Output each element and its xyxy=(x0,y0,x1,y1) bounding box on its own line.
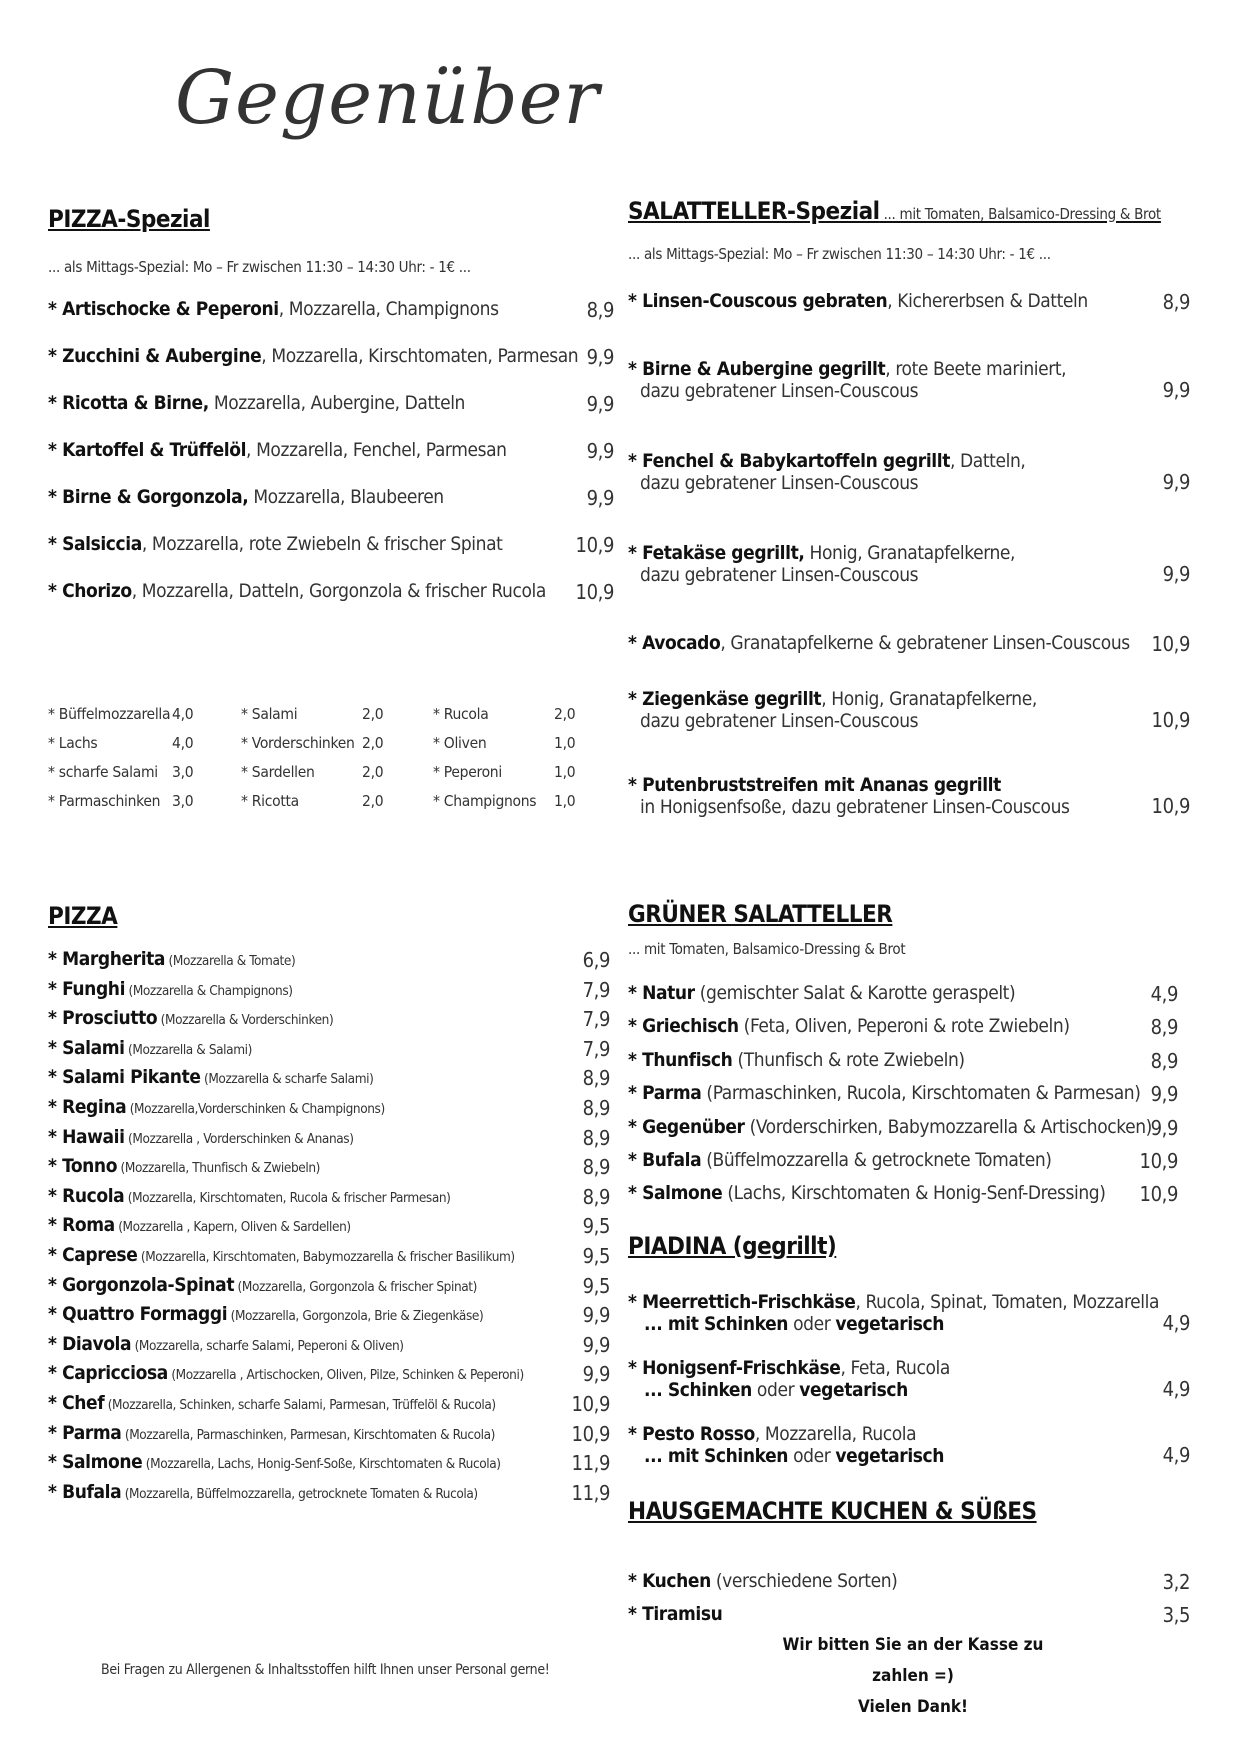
item-name: * Birne & Gorgonzola, xyxy=(48,486,249,508)
item-description: (Mozzarella , Kapern, Oliven & Sardellen) xyxy=(114,1219,351,1236)
item-description: (Mozzarella, Schinken, scharfe Salami, Parmesan, Trüffelöl & Rucola) xyxy=(104,1397,496,1413)
menu-item xyxy=(48,948,610,970)
menu-item xyxy=(48,1451,610,1476)
item-description: , Mozzarella, Fenchel, Parmesan xyxy=(246,439,507,461)
item-name: * Zucchini & Aubergine xyxy=(48,345,262,367)
item-description: , Kichererbsen & Datteln xyxy=(887,290,1088,312)
item-name: * Ziegenkäse gegrillt xyxy=(628,688,822,710)
item-name: * Prosciutto xyxy=(48,1007,158,1030)
item-name: * Funghi xyxy=(48,977,126,1000)
item-name: * Fetakäse gegrillt, xyxy=(628,542,805,564)
item-name: * Griechisch xyxy=(628,1015,739,1038)
item-description: , Datteln, xyxy=(949,450,1026,472)
menu-item xyxy=(628,632,1190,654)
item-name: * Chorizo xyxy=(48,580,132,602)
extra-price: 3,0 xyxy=(172,763,194,781)
menu-item xyxy=(628,1291,1190,1335)
extra-item xyxy=(241,734,384,752)
item-name: * Hawaii xyxy=(48,1125,125,1148)
thanks-line-2: Vielen Dank! xyxy=(857,1697,969,1717)
item-price: 9,9 xyxy=(586,345,614,369)
salat-spezial-title xyxy=(628,197,1161,225)
piadina-title: PIADINA (gegrillt) xyxy=(628,1232,837,1260)
item-name: * Salmone xyxy=(48,1451,143,1474)
item-price: 10,9 xyxy=(1139,1182,1178,1207)
allergen-note: Bei Fragen zu Allergenen & Inhaltsstoffen hilft Ihnen unser Personal gerne! xyxy=(101,1662,550,1678)
menu-item xyxy=(48,1481,610,1503)
item-description: , Mozzarella, rote Zwiebeln & frischer Spinat xyxy=(141,533,503,555)
extra-item xyxy=(433,734,576,752)
item-price: 8,9 xyxy=(582,1184,610,1209)
item-name: * Meerrettich-Frischkäse xyxy=(628,1291,856,1313)
item-description: (Mozzarella, scharfe Salami, Peperoni & Oliven) xyxy=(131,1337,404,1354)
item-price: 9,9 xyxy=(1150,1115,1178,1140)
menu-item xyxy=(48,1214,610,1239)
item-name: * Parma xyxy=(628,1082,702,1105)
item-name: * Quattro Formaggi xyxy=(48,1303,228,1326)
extra-item xyxy=(48,734,194,752)
menu-item xyxy=(628,1182,1178,1207)
item-description: Mozzarella, Blaubeeren xyxy=(248,486,444,508)
extra-name: * scharfe Salami xyxy=(48,763,158,781)
item-price: 8,9 xyxy=(586,298,614,322)
option-or: oder xyxy=(751,1379,800,1401)
item-description: Honig, Granatapfelkerne, xyxy=(804,542,1016,564)
gruener-salat-note: ... mit Tomaten, Balsamico-Dressing & Brot xyxy=(628,940,906,958)
menu-item xyxy=(628,450,1190,494)
menu-item xyxy=(628,1423,1190,1467)
thanks-line-1: Wir bitten Sie an der Kasse zu zahlen =) xyxy=(782,1635,1044,1686)
extra-name: * Vorderschinken xyxy=(241,734,355,752)
item-name: * Artischocke & Peperoni xyxy=(48,298,279,320)
menu-item xyxy=(48,1333,610,1355)
item-description: (Lachs, Kirschtomaten & Honig-Senf-Dressing) xyxy=(722,1182,1106,1205)
menu-item xyxy=(628,688,1190,732)
item-name: * Kuchen xyxy=(628,1570,711,1592)
menu-item xyxy=(48,1392,610,1414)
item-description-line-2: dazu gebratener Linsen-Couscous xyxy=(640,710,919,732)
item-description: (verschiedene Sorten) xyxy=(710,1570,898,1592)
item-price: 10,9 xyxy=(1151,708,1190,732)
extra-name: * Champignons xyxy=(433,792,537,810)
extra-name: * Rucola xyxy=(433,705,489,723)
extra-price: 3,0 xyxy=(172,792,194,810)
item-price: 9,9 xyxy=(1162,562,1190,586)
item-option-line xyxy=(628,1313,1190,1335)
item-price: 3,5 xyxy=(1162,1603,1190,1627)
item-price: 10,9 xyxy=(1151,632,1190,656)
item-price: 9,5 xyxy=(582,1214,610,1239)
item-price: 8,9 xyxy=(582,1066,610,1091)
item-price: 11,9 xyxy=(571,1451,610,1476)
menu-item xyxy=(628,1082,1178,1107)
menu-item xyxy=(48,1066,610,1091)
extra-name: * Oliven xyxy=(433,734,487,752)
item-name: * Honigsenf-Frischkäse xyxy=(628,1357,841,1379)
menu-item xyxy=(48,1244,610,1266)
item-description: Mozzarella, Aubergine, Datteln xyxy=(208,392,465,414)
item-price: 9,5 xyxy=(582,1244,610,1268)
item-name: * Ricotta & Birne, xyxy=(48,392,209,414)
extra-price: 2,0 xyxy=(362,792,384,810)
item-name: * Tonno xyxy=(48,1155,118,1178)
item-description: (Mozzarella, Gorgonzola & frischer Spinat) xyxy=(234,1278,478,1295)
menu-item xyxy=(628,1357,1190,1401)
item-name: * Caprese xyxy=(48,1244,138,1266)
item-name: * Salami xyxy=(48,1036,125,1059)
menu-item xyxy=(48,1303,610,1328)
extra-price: 1,0 xyxy=(554,763,576,781)
item-description: (Mozzarella, Thunfisch & Zwiebeln) xyxy=(117,1160,320,1177)
item-price: 9,9 xyxy=(586,439,614,463)
item-name: * Linsen-Couscous gebraten xyxy=(628,290,888,312)
extra-item xyxy=(433,705,576,723)
item-description: (Mozzarella,Vorderschinken & Champignons) xyxy=(126,1101,385,1117)
item-name: * Bufala xyxy=(48,1480,122,1503)
item-price: 7,9 xyxy=(582,1007,610,1032)
extra-name: * Salami xyxy=(241,705,298,723)
item-description: (Mozzarella, Kirschtomaten, Babymozzarella & frischer Basilikum) xyxy=(137,1249,515,1265)
item-description-line-2: dazu gebratener Linsen-Couscous xyxy=(640,380,919,402)
menu-item xyxy=(48,1422,610,1444)
menu-item xyxy=(628,1149,1178,1171)
option-vegetarisch: vegetarisch xyxy=(835,1313,945,1335)
item-name: * Gegenüber xyxy=(628,1115,745,1138)
menu-item xyxy=(628,1116,1178,1138)
option-vegetarisch: vegetarisch xyxy=(835,1445,945,1467)
extra-name: * Ricotta xyxy=(241,792,299,810)
item-description: , rote Beete mariniert, xyxy=(885,358,1067,380)
item-price: 9,9 xyxy=(582,1332,610,1357)
menu-item xyxy=(628,1570,1190,1592)
item-name: * Birne & Aubergine gegrillt xyxy=(628,358,886,380)
extra-name: * Peperoni xyxy=(433,763,502,781)
menu-item xyxy=(628,542,1190,586)
item-price: 8,9 xyxy=(1150,1015,1178,1040)
item-name: * Putenbruststreifen mit Ananas gegrillt xyxy=(628,774,1001,796)
item-name: * Bufala xyxy=(628,1149,702,1171)
item-description: (Mozzarella, Büffelmozzarella, getrocknete Tomaten & Rucola) xyxy=(121,1485,478,1502)
extra-item xyxy=(48,705,194,723)
extra-price: 2,0 xyxy=(362,705,384,723)
gruener-salat-title: GRÜNER SALATTELLER xyxy=(628,900,893,928)
salat-spezial-note: ... als Mittags-Spezial: Mo – Fr zwischen 11:30 – 14:30 Uhr: - 1€ ... xyxy=(628,245,1051,263)
item-description-line-2: in Honigsenfsoße, dazu gebratener Linsen-Couscous xyxy=(640,796,1070,818)
extra-name: * Lachs xyxy=(48,734,98,752)
extra-price: 2,0 xyxy=(554,705,576,723)
menu-item xyxy=(628,1015,1178,1040)
extra-price: 1,0 xyxy=(554,734,576,752)
item-description: (gemischter Salat & Karotte geraspelt) xyxy=(694,982,1016,1004)
item-description: (Mozzarella & Salami) xyxy=(124,1041,252,1058)
menu-item xyxy=(48,392,614,414)
item-name: * Gorgonzola-Spinat xyxy=(48,1273,235,1296)
item-price: 4,9 xyxy=(1162,1377,1190,1401)
item-name: * Natur xyxy=(628,982,695,1004)
item-description: (Mozzarella, Kirschtomaten, Rucola & frischer Parmesan) xyxy=(124,1189,451,1206)
pizza-spezial-title: PIZZA-Spezial xyxy=(48,205,210,233)
item-description: (Mozzarella & Tomate) xyxy=(165,953,296,969)
extra-item xyxy=(48,763,194,781)
extra-item xyxy=(433,792,576,810)
item-description: (Mozzarella & Vorderschinken) xyxy=(157,1012,334,1029)
item-name: * Regina xyxy=(48,1096,127,1118)
item-description: (Mozzarella , Artischocken, Oliven, Pilze, Schinken & Peperoni) xyxy=(167,1367,524,1384)
extra-price: 2,0 xyxy=(362,763,384,781)
pizza-spezial-note: ... als Mittags-Spezial: Mo – Fr zwischen 11:30 – 14:30 Uhr: - 1€ ... xyxy=(48,258,471,276)
extra-item xyxy=(241,705,384,723)
item-description: (Vorderschirken, Babymozzarella & Artischocken) xyxy=(744,1115,1152,1138)
item-price: 9,5 xyxy=(582,1273,610,1298)
extra-name: * Parmaschinken xyxy=(48,792,161,810)
menu-item xyxy=(628,358,1190,402)
menu-item xyxy=(628,1603,1190,1625)
menu-item xyxy=(48,298,614,320)
item-description: , Rucola, Spinat, Tomaten, Mozzarella xyxy=(855,1291,1160,1313)
item-name: * Avocado xyxy=(628,632,721,654)
item-price: 7,9 xyxy=(582,977,610,1002)
item-price: 4,9 xyxy=(1162,1443,1190,1467)
pizza-title: PIZZA xyxy=(48,902,118,930)
menu-item xyxy=(628,290,1190,312)
item-option-line xyxy=(628,1445,1190,1467)
menu-item xyxy=(48,1007,610,1032)
item-name: * Chef xyxy=(48,1392,105,1414)
item-name: * Rucola xyxy=(48,1184,125,1207)
item-price: 9,9 xyxy=(1162,378,1190,402)
menu-item xyxy=(48,978,610,1000)
menu-item xyxy=(48,1096,610,1118)
menu-item xyxy=(628,774,1190,818)
menu-item xyxy=(48,439,614,461)
item-description: (Mozzarella, Lachs, Honig-Senf-Soße, Kirschtomaten & Rucola) xyxy=(142,1456,501,1473)
item-price: 9,9 xyxy=(586,392,614,416)
item-description: (Büffelmozzarella & getrocknete Tomaten) xyxy=(701,1149,1052,1171)
item-price: 10,9 xyxy=(575,580,614,604)
item-description: (Mozzarella, Gorgonzola, Brie & Ziegenkäse) xyxy=(227,1308,484,1325)
item-price: 8,9 xyxy=(1150,1048,1178,1073)
option-schinken: ... mit Schinken xyxy=(644,1445,789,1467)
item-price: 8,9 xyxy=(582,1125,610,1150)
item-option-line xyxy=(628,1379,1190,1401)
extra-item xyxy=(241,763,384,781)
item-name: * Salmone xyxy=(628,1182,723,1205)
option-or: oder xyxy=(788,1445,836,1467)
item-name: * Fenchel & Babykartoffeln gegrillt xyxy=(628,450,950,472)
menu-item xyxy=(628,1049,1178,1071)
item-price: 3,2 xyxy=(1162,1570,1190,1594)
extra-price: 4,0 xyxy=(172,705,194,723)
extra-item xyxy=(433,763,576,781)
item-name: * Thunfisch xyxy=(628,1048,733,1071)
option-schinken: ... mit Schinken xyxy=(644,1313,789,1335)
item-description-line-2: dazu gebratener Linsen-Couscous xyxy=(640,564,919,586)
item-price: 9,9 xyxy=(1162,470,1190,494)
menu-item xyxy=(48,1037,610,1059)
item-description: , Granatapfelkerne & gebratener Linsen-Couscous xyxy=(720,632,1130,654)
item-price: 10,9 xyxy=(571,1421,610,1446)
item-description-line-2: dazu gebratener Linsen-Couscous xyxy=(640,472,919,494)
extra-price: 1,0 xyxy=(554,792,576,810)
menu-item xyxy=(48,580,614,602)
option-or: oder xyxy=(788,1313,836,1335)
item-price: 9,9 xyxy=(582,1303,610,1328)
item-name: * Salami Pikante xyxy=(48,1066,201,1089)
item-price: 10,9 xyxy=(575,533,614,557)
item-description: , Mozzarella, Kirschtomaten, Parmesan xyxy=(261,345,579,367)
item-price: 4,9 xyxy=(1162,1311,1190,1335)
item-price: 9,9 xyxy=(586,486,614,510)
item-price: 10,9 xyxy=(571,1392,610,1416)
item-name: * Diavola xyxy=(48,1332,132,1355)
extra-price: 2,0 xyxy=(362,734,384,752)
menu-item xyxy=(48,533,614,555)
item-name: * Margherita xyxy=(48,948,166,970)
item-description: (Mozzarella , Vorderschinken & Ananas) xyxy=(124,1130,354,1147)
item-price: 9,9 xyxy=(1150,1082,1178,1107)
item-name: * Kartoffel & Trüffelöl xyxy=(48,439,247,461)
extra-price: 4,0 xyxy=(172,734,194,752)
extra-name: * Büffelmozzarella xyxy=(48,705,171,723)
item-price: 10,9 xyxy=(1139,1149,1178,1173)
item-name: * Pesto Rosso xyxy=(628,1423,755,1445)
menu-item xyxy=(48,1155,610,1180)
item-name: * Tiramisu xyxy=(628,1603,723,1625)
item-price: 10,9 xyxy=(1151,794,1190,818)
item-price: 4,9 xyxy=(1150,982,1178,1006)
item-price: 7,9 xyxy=(582,1036,610,1061)
salat-spezial-subtitle: ... mit Tomaten, Balsamico-Dressing & Brot xyxy=(879,205,1161,223)
thanks-note xyxy=(763,1630,1063,1723)
item-description: , Mozzarella, Rucola xyxy=(754,1423,917,1445)
menu-item xyxy=(48,1274,610,1296)
item-description: , Honig, Granatapfelkerne, xyxy=(821,688,1037,710)
item-price: 11,9 xyxy=(571,1480,610,1505)
option-vegetarisch: vegetarisch xyxy=(799,1379,908,1401)
extra-name: * Sardellen xyxy=(241,763,315,781)
menu-item xyxy=(628,982,1178,1004)
menu-item xyxy=(48,1185,610,1207)
item-description: , Mozzarella, Datteln, Gorgonzola & frischer Rucola xyxy=(131,580,546,602)
item-description: (Feta, Oliven, Peperoni & rote Zwiebeln) xyxy=(738,1015,1070,1038)
kuchen-title: HAUSGEMACHTE KUCHEN & SÜßES xyxy=(628,1497,1037,1525)
extra-item xyxy=(241,792,384,810)
item-price: 8,9 xyxy=(582,1096,610,1120)
option-schinken: ... Schinken xyxy=(644,1379,752,1401)
menu-item xyxy=(48,345,614,367)
item-description: , Feta, Rucola xyxy=(840,1357,950,1379)
extra-item xyxy=(48,792,194,810)
item-description: (Mozzarella & Champignons) xyxy=(125,982,293,999)
item-description: (Thunfisch & rote Zwiebeln) xyxy=(732,1048,965,1071)
item-name: * Salsiccia xyxy=(48,533,142,555)
menu-item xyxy=(48,1126,610,1148)
menu-item xyxy=(48,486,614,508)
item-price: 8,9 xyxy=(1162,290,1190,314)
item-description: , Mozzarella, Champignons xyxy=(278,298,499,320)
item-price: 9,9 xyxy=(582,1362,610,1387)
item-description: (Parmaschinken, Rucola, Kirschtomaten & Parmesan) xyxy=(701,1082,1141,1105)
item-description: (Mozzarella & scharfe Salami) xyxy=(200,1071,374,1088)
logo: Gegenüber xyxy=(175,55,600,141)
item-price: 8,9 xyxy=(582,1155,610,1180)
item-name: * Capricciosa xyxy=(48,1362,168,1385)
item-name: * Roma xyxy=(48,1214,115,1237)
item-price: 6,9 xyxy=(582,948,610,972)
item-name: * Parma xyxy=(48,1421,122,1444)
salat-spezial-title-text: SALATTELLER-Spezial xyxy=(628,197,880,225)
item-description: (Mozzarella, Parmaschinken, Parmesan, Kirschtomaten & Rucola) xyxy=(121,1426,495,1443)
menu-item xyxy=(48,1362,610,1387)
